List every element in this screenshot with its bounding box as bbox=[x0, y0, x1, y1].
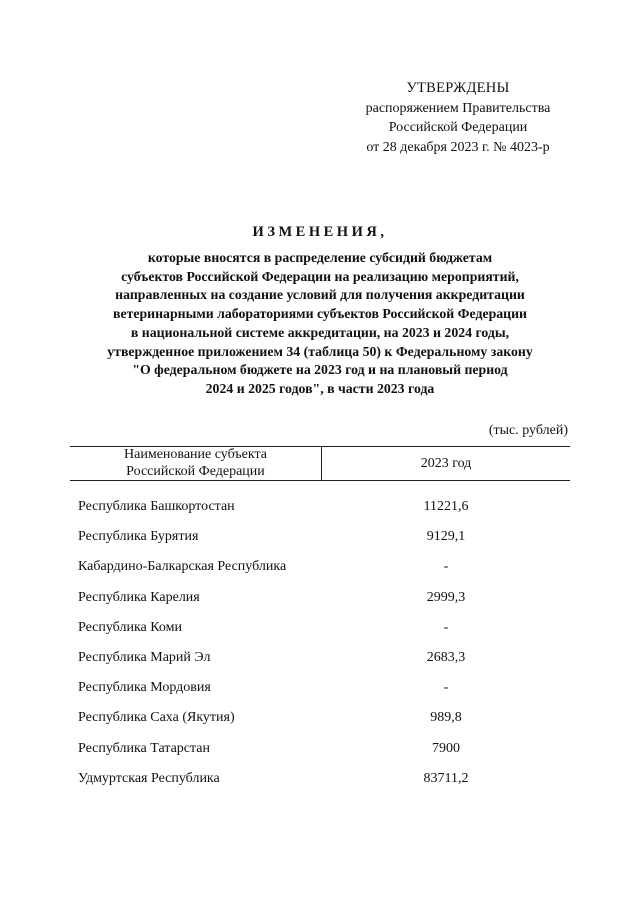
units-label: (тыс. рублей) bbox=[488, 423, 568, 438]
document-title: ИЗМЕНЕНИЯ, bbox=[252, 224, 388, 240]
column-header-subject-line-1: Наименование субъекта bbox=[124, 447, 267, 462]
subtitle-line: в национальной системе аккредитации, на 2023 и 2024 годы, bbox=[130, 324, 510, 340]
row-value: 9129,1 bbox=[426, 529, 466, 545]
table-row bbox=[0, 674, 640, 704]
row-subject: Кабардино-Балкарская Республика bbox=[78, 559, 287, 575]
subtitle-line: направленных на создание условий для получения аккредитации bbox=[115, 287, 525, 303]
row-subject: Республика Карелия bbox=[78, 589, 200, 605]
table-header-bottom-rule bbox=[70, 480, 570, 481]
subtitle-line: 2024 и 2025 годов", в части 2023 года bbox=[205, 380, 435, 396]
row-subject: Республика Мордовия bbox=[78, 680, 211, 696]
row-value: 2683,3 bbox=[426, 649, 466, 665]
row-value: 989,8 bbox=[430, 710, 462, 726]
column-header-subject bbox=[70, 447, 321, 480]
row-value: - bbox=[443, 680, 449, 696]
row-subject: Республика Бурятия bbox=[78, 529, 199, 545]
row-value: 7900 bbox=[432, 740, 460, 756]
subtitle-line: утвержденное приложением 34 (таблица 50) к Федеральному закону bbox=[107, 343, 533, 359]
table-row bbox=[0, 523, 640, 553]
column-header-subject-line-2: Российской Федерации bbox=[126, 463, 265, 479]
table-body bbox=[0, 493, 640, 795]
table-row bbox=[0, 553, 640, 583]
approval-line-1: распоряжением Правительства bbox=[365, 100, 551, 116]
column-header-year: 2023 год bbox=[420, 455, 472, 471]
row-subject: Республика Коми bbox=[78, 619, 182, 635]
row-subject: Республика Татарстан bbox=[78, 740, 211, 756]
row-value: 83711,2 bbox=[423, 770, 469, 786]
row-subject: Удмуртская Республика bbox=[78, 770, 220, 786]
row-value: 11221,6 bbox=[423, 499, 469, 514]
row-subject: Республика Саха (Якутия) bbox=[78, 710, 235, 726]
table-row bbox=[0, 584, 640, 614]
subtitle-line: ветеринарными лабораториями субъектов Российской Федерации bbox=[113, 306, 527, 322]
approval-line-3: от 28 декабря 2023 г. № 4023-р bbox=[366, 139, 550, 155]
approval-title: УТВЕРЖДЕНЫ bbox=[406, 80, 510, 96]
row-value: - bbox=[443, 619, 449, 635]
approval-line-2: Российской Федерации bbox=[388, 120, 528, 135]
table-row bbox=[0, 704, 640, 734]
table-row bbox=[0, 765, 640, 795]
row-value: 2999,3 bbox=[426, 589, 466, 605]
row-value: - bbox=[443, 559, 449, 575]
approval-block bbox=[330, 79, 586, 157]
subtitle-line: "О федеральном бюджете на 2023 год и на плановый период bbox=[132, 362, 508, 378]
table-row bbox=[0, 735, 640, 765]
table-row bbox=[0, 644, 640, 674]
row-subject: Республика Марий Эл bbox=[78, 649, 211, 665]
table-row bbox=[0, 493, 640, 523]
document-subtitle bbox=[70, 249, 570, 399]
subtitle-line: субъектов Российской Федерации на реализацию мероприятий, bbox=[121, 268, 519, 284]
table-row bbox=[0, 614, 640, 644]
subtitle-line: которые вносятся в распределение субсидий бюджетам bbox=[147, 250, 493, 265]
row-subject: Республика Башкортостан bbox=[78, 499, 235, 514]
